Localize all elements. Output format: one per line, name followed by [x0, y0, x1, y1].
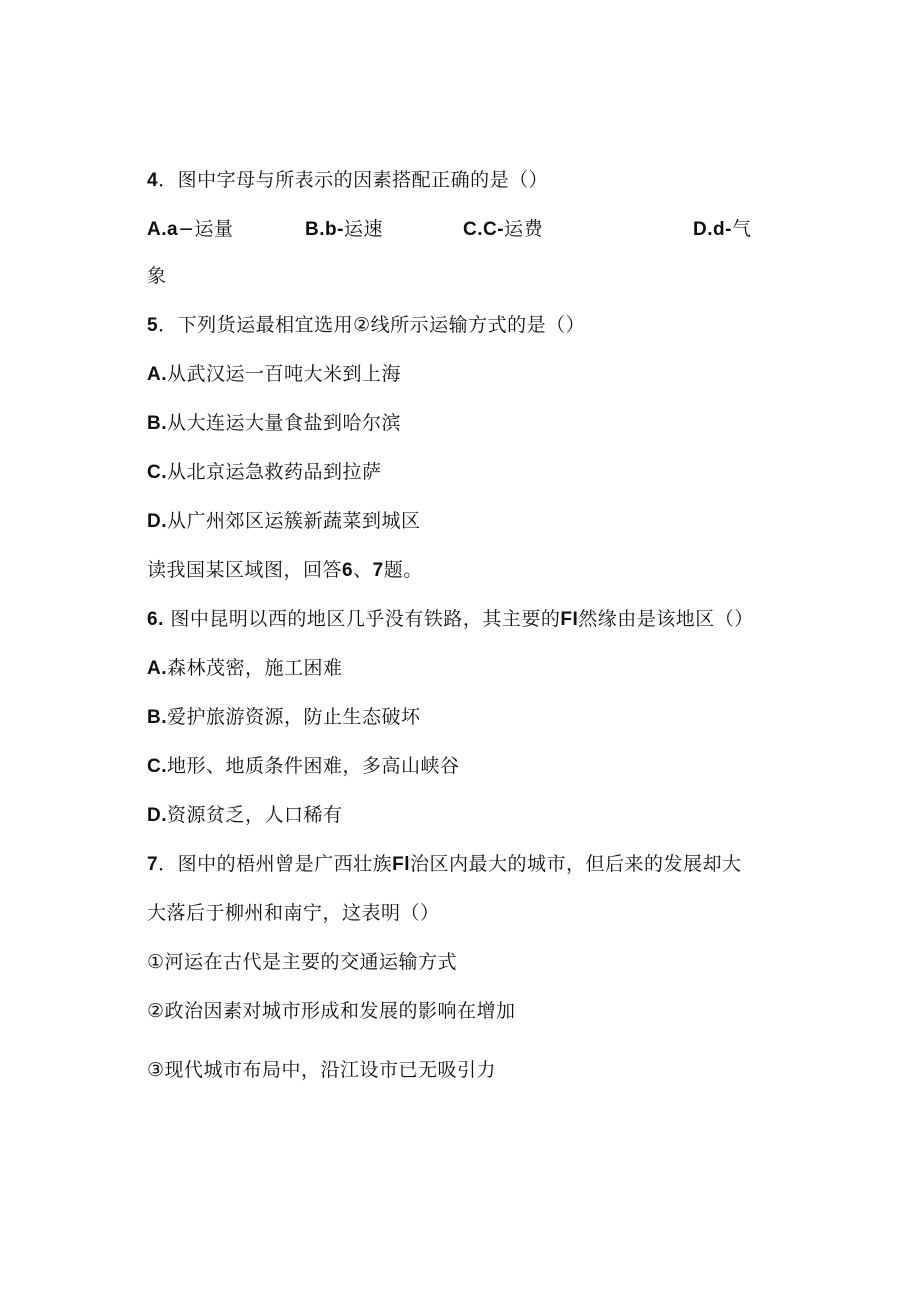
q7-statement-2: ②政治因素对城市形成和发展的影响在增加: [147, 1000, 516, 1022]
q5-stem: [147, 313, 585, 338]
section-intro: 读我国某区域图，回答6、7题。: [147, 559, 423, 581]
q7-stem-line2: 大落后于柳州和南宁，这表明（）: [147, 902, 440, 924]
q6-option-d: D.资源贫乏，人口稀有: [147, 804, 343, 826]
q4-option-c: C.C-运费: [463, 218, 544, 240]
q7-stem: 7．图中的梧州曾是广西壮族Fl治区内最大的城市，但后来的发展却大: [147, 853, 742, 875]
q4-option-d-wrap: 象: [147, 265, 167, 287]
q5-number: 5: [147, 315, 159, 336]
q6-ocr-artifact: FI: [560, 609, 579, 630]
q4-option-a: A.a−运量: [147, 218, 234, 240]
q7-number: 7: [147, 854, 159, 875]
q4-option-d: D.d-气: [693, 218, 752, 240]
q6-option-b: B.爱护旅游资源，防止生态破坏: [147, 706, 421, 728]
q4-option-b: B.b-运速: [305, 218, 383, 240]
q4-stem: [147, 168, 548, 193]
q5-option-a: A.从武汉运一百吨大米到上海: [147, 363, 402, 385]
q4-stem-text: ．图中字母与所表示的因素搭配正确的是（）: [158, 169, 549, 191]
q5-option-d: D.从广州郊区运簇新蔬菜到城区: [147, 510, 421, 532]
q6-option-c: C.地形、地质条件困难，多高山峡谷: [147, 755, 460, 777]
q6-option-a: A.森林茂密，施工困难: [147, 657, 343, 679]
q5-option-b: B.从大连运大量食盐到哈尔滨: [147, 412, 402, 434]
q5-option-c: C.从北京运急救药品到拉萨: [147, 461, 382, 483]
q7-statement-3: ③现代城市布局中，沿江设市已无吸引力: [147, 1059, 497, 1081]
q6-stem: 6. 图中昆明以西的地区几乎没有铁路，其主要的FI然缘由是该地区（）: [147, 608, 754, 630]
q6-number: 6.: [147, 609, 164, 630]
q5-stem-text: ．下列货运最相宜选用②线所示运输方式的是（）: [158, 314, 586, 336]
q4-number: 4: [147, 170, 159, 191]
q7-ocr-artifact: Fl: [392, 854, 410, 875]
q7-statement-1: ①河运在古代是主要的交通运输方式: [147, 951, 458, 973]
